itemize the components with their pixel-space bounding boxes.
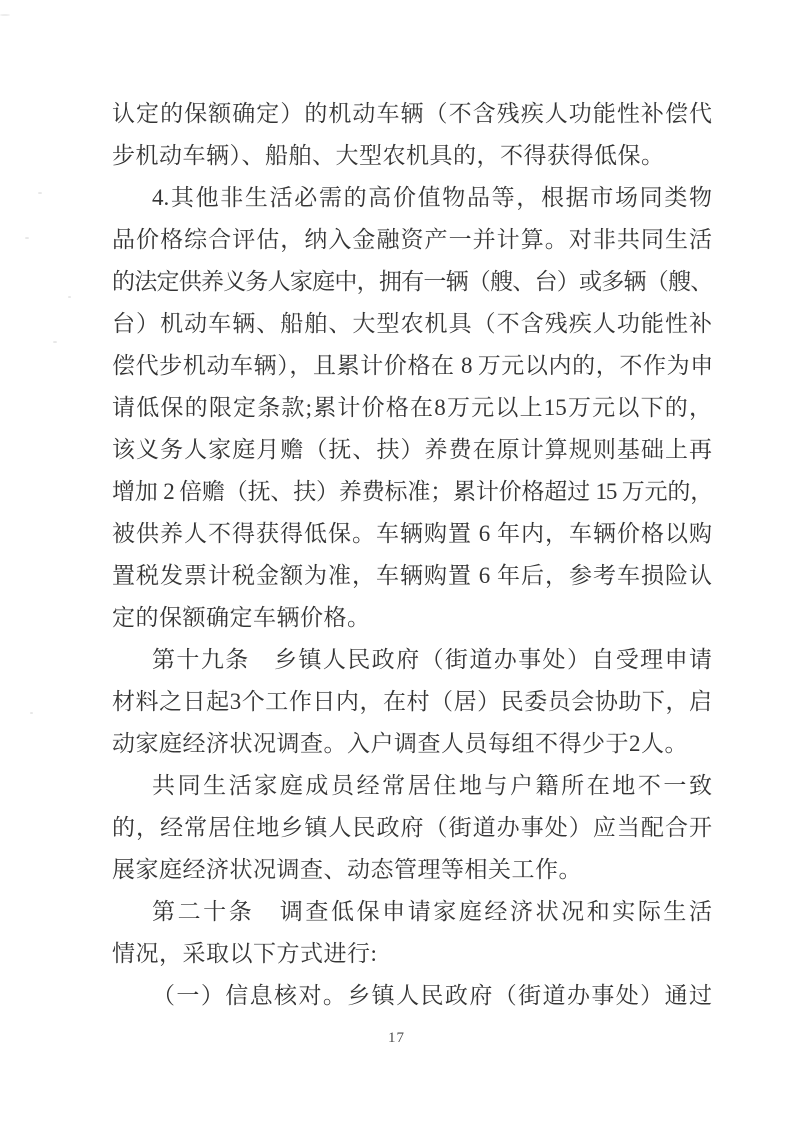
scan-speck: [68, 296, 71, 298]
scan-speck: [30, 712, 33, 714]
text-line: 品价格综合评估，纳入金融资产一并计算。对非共同生活: [112, 227, 712, 252]
text-line: 材料之日起3个工作日内，在村（居）民委员会协助下，启: [112, 689, 712, 714]
text-line: （一）信息核对。乡镇人民政府（街道办事处）通过: [152, 983, 712, 1008]
text-line: 4.其他非生活必需的高价值物品等，根据市场同类物: [152, 185, 712, 210]
text-line: 偿代步机动车辆），且累计价格在 8 万元以内的，不作为申: [112, 353, 712, 378]
text-line: 共同生活家庭成员经常居住地与户籍所在地不一致: [152, 773, 712, 798]
text-line: 台）机动车辆、船舶、大型农机具（不含残疾人功能性补: [112, 311, 712, 336]
text-block: [112, 93, 712, 1017]
text-line: 第二十条 调查低保申请家庭经济状况和实际生活: [152, 899, 712, 924]
scan-speck: [38, 192, 42, 194]
scan-speck: [0, 14, 10, 16]
text-line: 置税发票计税金额为准，车辆购置 6 年后，参考车损险认: [112, 563, 712, 588]
text-line: 动家庭经济状况调查。入户调查人员每组不得少于2人。: [112, 731, 688, 756]
text-line: 的法定供养义务人家庭中，拥有一辆（艘、台）或多辆（艘、: [112, 269, 712, 294]
text-line: 被供养人不得获得低保。车辆购置 6 年内，车辆价格以购: [112, 521, 712, 546]
text-line: 认定的保额确定）的机动车辆（不含残疾人功能性补偿代: [112, 101, 712, 126]
text-line: 定的保额确定车辆价格。: [112, 605, 371, 630]
page-number: 17: [388, 1030, 405, 1046]
scan-speck: [53, 341, 57, 343]
text-line: 步机动车辆）、船舶、大型农机具的，不得获得低保。: [112, 143, 665, 168]
scan-speck: [25, 237, 29, 239]
text-line: 请低保的限定条款;累计价格在8万元以上15万元以下的，: [112, 395, 712, 420]
text-line: 的，经常居住地乡镇人民政府（街道办事处）应当配合开: [112, 815, 712, 840]
text-line: 情况，采取以下方式进行:: [112, 941, 378, 966]
text-line: 第十九条 乡镇人民政府（街道办事处）自受理申请: [152, 647, 712, 672]
text-line: 该义务人家庭月赡（抚、扶）养费在原计算规则基础上再: [112, 437, 712, 462]
text-line: 展家庭经济状况调查、动态管理等相关工作。: [112, 857, 582, 882]
text-line: 增加 2 倍赡（抚、扶）养费标准；累计价格超过 15 万元的，: [112, 479, 712, 504]
